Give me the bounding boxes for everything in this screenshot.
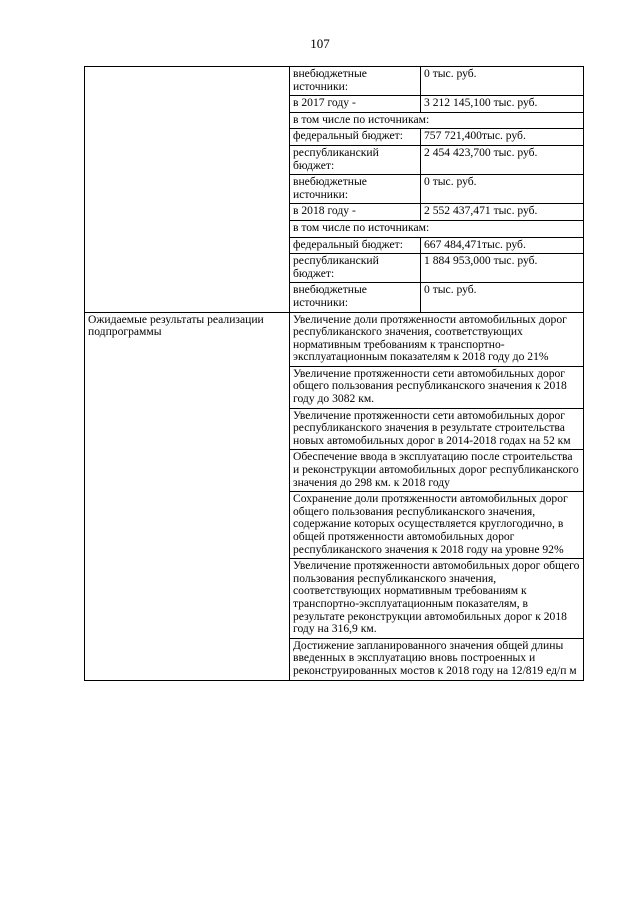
funding-row	[85, 254, 584, 283]
expected-result-item: Увеличение протяженности сети автомобильных дорог общего пользования республиканского значения к 2018 году до 3082 км.	[290, 366, 584, 408]
funding-sources-heading: в том числе по источникам:	[290, 220, 584, 237]
empty-label-cell	[85, 254, 290, 283]
empty-label-cell	[85, 283, 290, 312]
funding-row	[85, 283, 584, 312]
funding-row	[85, 129, 584, 146]
funding-amount: 667 484,471тыс. руб.	[421, 237, 584, 254]
results-label: Ожидаемые результаты реализации подпрограммы	[85, 312, 290, 680]
funding-source-label: республиканский бюджет:	[290, 145, 421, 174]
empty-label-cell	[85, 129, 290, 146]
subprogram-passport-table	[84, 66, 584, 681]
empty-label-cell	[85, 204, 290, 221]
funding-amount: 3 212 145,100 тыс. руб.	[421, 96, 584, 113]
empty-label-cell	[85, 220, 290, 237]
funding-row	[85, 237, 584, 254]
expected-result-item: Достижение запланированного значения общей длины введенных в эксплуатацию вновь построенных и реконструированных мостов к 2018 году на 12/819 ед/п м	[290, 638, 584, 680]
expected-result-item: Увеличение протяженности автомобильных дорог общего пользования республиканского значения, соответствующих нормативным требованиям к транспортно-эксплуатационным показателям, в результате реконструкции автомобильных дорог к 2018 году на 316,9 км.	[290, 559, 584, 639]
funding-amount: 757 721,400тыс. руб.	[421, 129, 584, 146]
funding-amount: 0 тыс. руб.	[421, 67, 584, 96]
empty-label-cell	[85, 96, 290, 113]
empty-label-cell	[85, 145, 290, 174]
funding-row	[85, 204, 584, 221]
expected-result-item: Сохранение доли протяженности автомобильных дорог общего пользования республиканского значения, содержание которых осуществляется круглогодично, в общей протяженности автомобильных дорог республиканского значения к 2018 году на уровне 92%	[290, 492, 584, 559]
funding-source-label: федеральный бюджет:	[290, 129, 421, 146]
funding-amount: 0 тыс. руб.	[421, 283, 584, 312]
expected-result-item: Увеличение доли протяженности автомобильных дорог республиканского значения, соответствующих нормативным требованиям к транспортно-эксплуатационным показателям к 2018 году до 21%	[290, 312, 584, 366]
funding-row	[85, 220, 584, 237]
funding-row	[85, 112, 584, 129]
expected-result-item: Обеспечение ввода в эксплуатацию после строительства и реконструкции автомобильных дорог республиканского значения до 298 км. к 2018 году	[290, 450, 584, 492]
funding-row	[85, 175, 584, 204]
page-number: 107	[310, 36, 330, 51]
funding-sources-heading: в том числе по источникам:	[290, 112, 584, 129]
funding-source-label: внебюджетные источники:	[290, 67, 421, 96]
empty-label-cell	[85, 237, 290, 254]
expected-result-item: Увеличение протяженности сети автомобильных дорог республиканского значения в результате строительства новых автомобильных дорог в 2014-2018 годах на 52 км	[290, 408, 584, 450]
funding-amount: 2 552 437,471 тыс. руб.	[421, 204, 584, 221]
funding-row	[85, 96, 584, 113]
result-row	[85, 312, 584, 366]
empty-label-cell	[85, 67, 290, 96]
funding-source-label: внебюджетные источники:	[290, 283, 421, 312]
funding-source-label: внебюджетные источники:	[290, 175, 421, 204]
funding-amount: 2 454 423,700 тыс. руб.	[421, 145, 584, 174]
empty-label-cell	[85, 112, 290, 129]
funding-source-label: в 2017 году -	[290, 96, 421, 113]
empty-label-cell	[85, 175, 290, 204]
funding-source-label: республиканский бюджет:	[290, 254, 421, 283]
funding-source-label: в 2018 году -	[290, 204, 421, 221]
funding-source-label: федеральный бюджет:	[290, 237, 421, 254]
funding-row	[85, 145, 584, 174]
funding-amount: 0 тыс. руб.	[421, 175, 584, 204]
funding-amount: 1 884 953,000 тыс. руб.	[421, 254, 584, 283]
funding-row	[85, 67, 584, 96]
